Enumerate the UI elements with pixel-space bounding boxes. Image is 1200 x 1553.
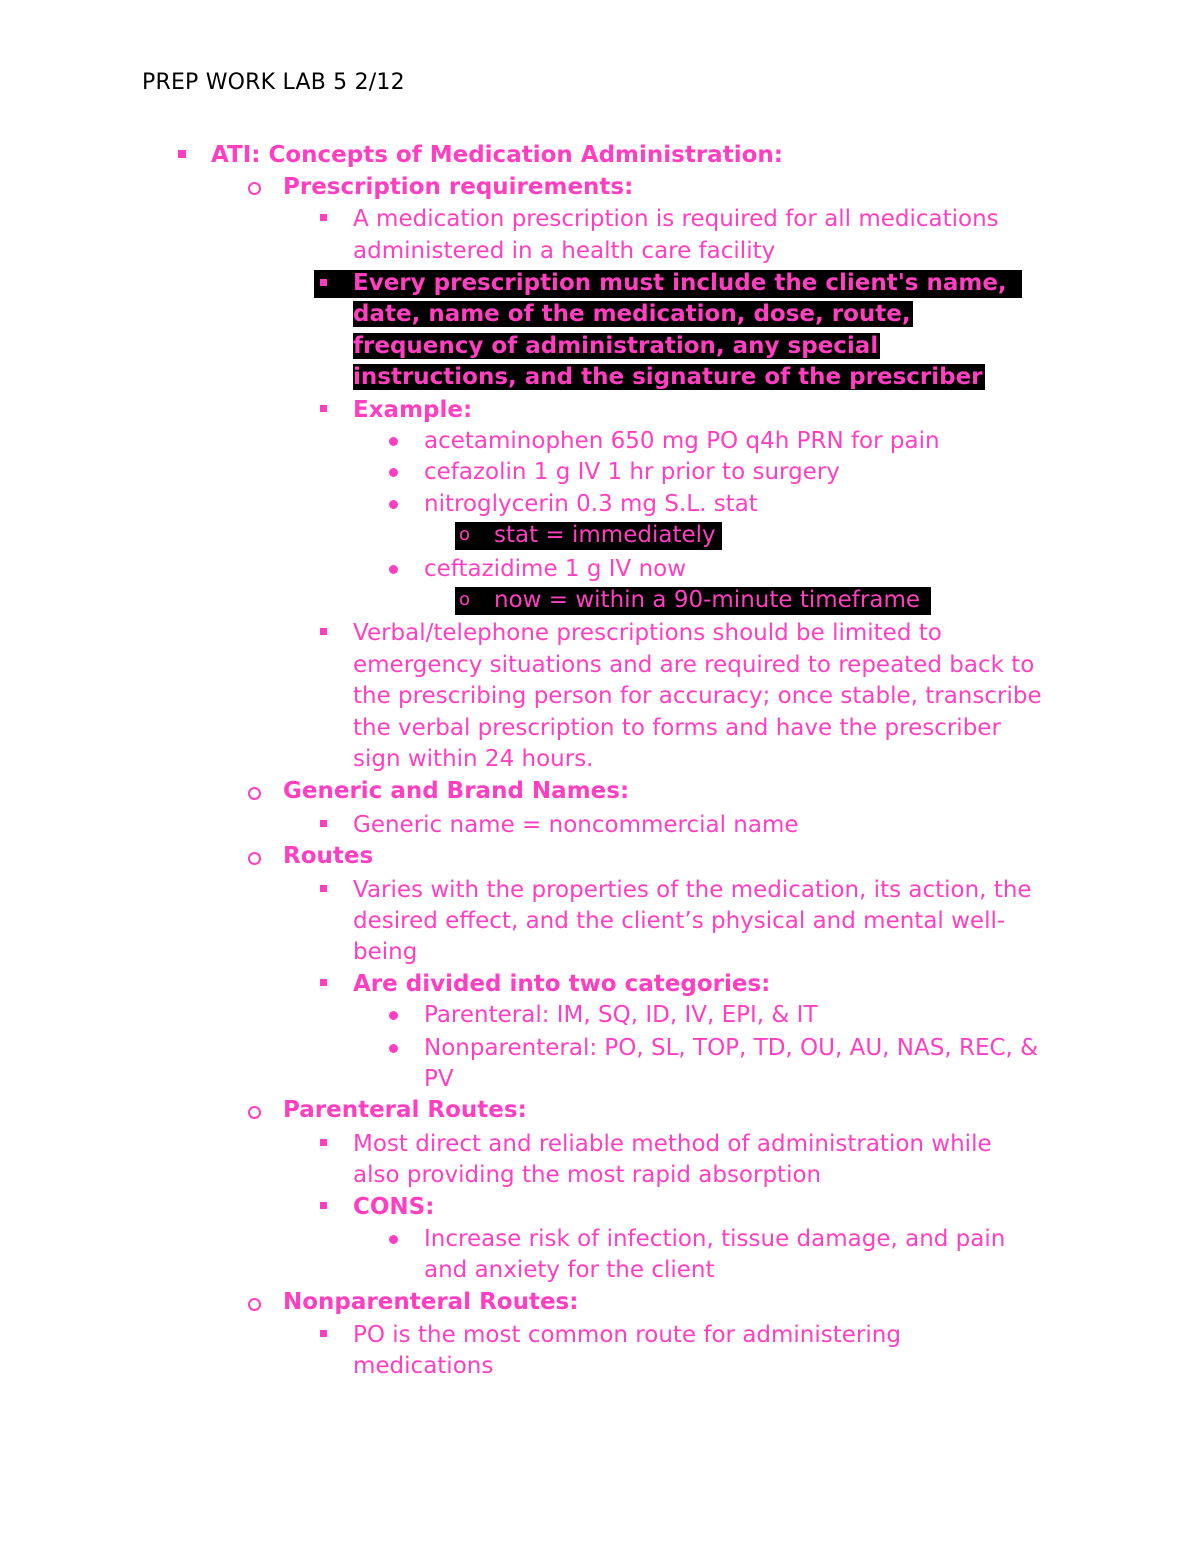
- circle-bullet-icon: [248, 1298, 261, 1311]
- sub-bullet-marker: o: [459, 524, 471, 545]
- nonparenteral-line: medications: [353, 1353, 494, 1379]
- cons-item: and anxiety for the client: [424, 1257, 715, 1283]
- square-bullet-icon: [320, 1139, 327, 1146]
- main-heading: ATI: Concepts of Medication Administration:: [211, 142, 783, 168]
- dot-bullet-icon: [389, 1044, 398, 1053]
- circle-bullet-icon: [248, 1106, 261, 1119]
- square-bullet-icon: [320, 979, 327, 986]
- category-item: Nonparenteral: PO, SL, TOP, TD, OU, AU, NAS, REC, &: [424, 1035, 1039, 1061]
- cons-label: CONS:: [353, 1194, 435, 1220]
- section-title-parenteral: Parenteral Routes:: [283, 1097, 527, 1123]
- circle-bullet-icon: [248, 182, 261, 195]
- circle-bullet-icon: [248, 852, 261, 865]
- square-bullet-icon: [320, 279, 327, 286]
- square-bullet-icon: [320, 820, 327, 827]
- example-definition: now = within a 90-minute timeframe: [494, 587, 920, 613]
- verbal-prescription-line: the prescribing person for accuracy; once stable, transcribe: [353, 683, 1042, 709]
- square-bullet-icon: [320, 628, 327, 635]
- example-item: acetaminophen 650 mg PO q4h PRN for pain: [424, 428, 940, 454]
- nonparenteral-line: PO is the most common route for administering: [353, 1322, 901, 1348]
- square-bullet-icon: [178, 150, 186, 158]
- sub-bullet-marker: o: [459, 589, 471, 610]
- prescription-required-line: date, name of the medication, dose, route,: [353, 301, 911, 327]
- dot-bullet-icon: [389, 565, 398, 574]
- prescription-required-line: Every prescription must include the client's name,: [353, 270, 1007, 296]
- prescription-line: administered in a health care facility: [353, 238, 776, 264]
- prescription-required-line: instructions, and the signature of the prescriber: [353, 364, 983, 390]
- section-title-routes: Routes: [283, 843, 374, 869]
- square-bullet-icon: [320, 1202, 327, 1209]
- example-item: cefazolin 1 g IV 1 hr prior to surgery: [424, 459, 840, 485]
- square-bullet-icon: [320, 885, 327, 892]
- category-item: PV: [424, 1066, 454, 1092]
- verbal-prescription-line: Verbal/telephone prescriptions should be limited to: [353, 620, 942, 646]
- square-bullet-icon: [320, 214, 327, 221]
- prescription-line: A medication prescription is required for all medications: [353, 206, 999, 232]
- verbal-prescription-line: the verbal prescription to forms and have the prescriber: [353, 715, 1001, 741]
- parenteral-line: Most direct and reliable method of administration while: [353, 1131, 992, 1157]
- square-bullet-icon: [320, 1330, 327, 1337]
- section-title-generic: Generic and Brand Names:: [283, 778, 630, 804]
- parenteral-line: also providing the most rapid absorption: [353, 1162, 822, 1188]
- dot-bullet-icon: [389, 500, 398, 509]
- example-item: nitroglycerin 0.3 mg S.L. stat: [424, 491, 758, 517]
- categories-label: Are divided into two categories:: [353, 971, 771, 997]
- example-definition: stat = immediately: [494, 522, 716, 548]
- category-item: Parenteral: IM, SQ, ID, IV, EPI, & IT: [424, 1002, 818, 1028]
- dot-bullet-icon: [389, 437, 398, 446]
- square-bullet-icon: [320, 405, 327, 412]
- prescription-required-line: frequency of administration, any special: [353, 333, 879, 359]
- routes-line: being: [353, 939, 418, 965]
- dot-bullet-icon: [389, 1235, 398, 1244]
- dot-bullet-icon: [389, 468, 398, 477]
- example-item: ceftazidime 1 g IV now: [424, 556, 687, 582]
- example-label: Example:: [353, 397, 473, 423]
- dot-bullet-icon: [389, 1011, 398, 1020]
- section-title-nonparenteral: Nonparenteral Routes:: [283, 1289, 579, 1315]
- page-title: PREP WORK LAB 5 2/12: [142, 70, 405, 95]
- routes-line: desired effect, and the client’s physical and mental well-: [353, 908, 1006, 934]
- generic-name-line: Generic name = noncommercial name: [353, 812, 799, 838]
- cons-item: Increase risk of infection, tissue damage, and pain: [424, 1226, 1006, 1252]
- routes-line: Varies with the properties of the medication, its action, the: [353, 877, 1032, 903]
- section-title-prescription: Prescription requirements:: [283, 174, 634, 200]
- circle-bullet-icon: [248, 787, 261, 800]
- verbal-prescription-line: sign within 24 hours.: [353, 746, 594, 772]
- verbal-prescription-line: emergency situations and are required to repeated back to: [353, 652, 1035, 678]
